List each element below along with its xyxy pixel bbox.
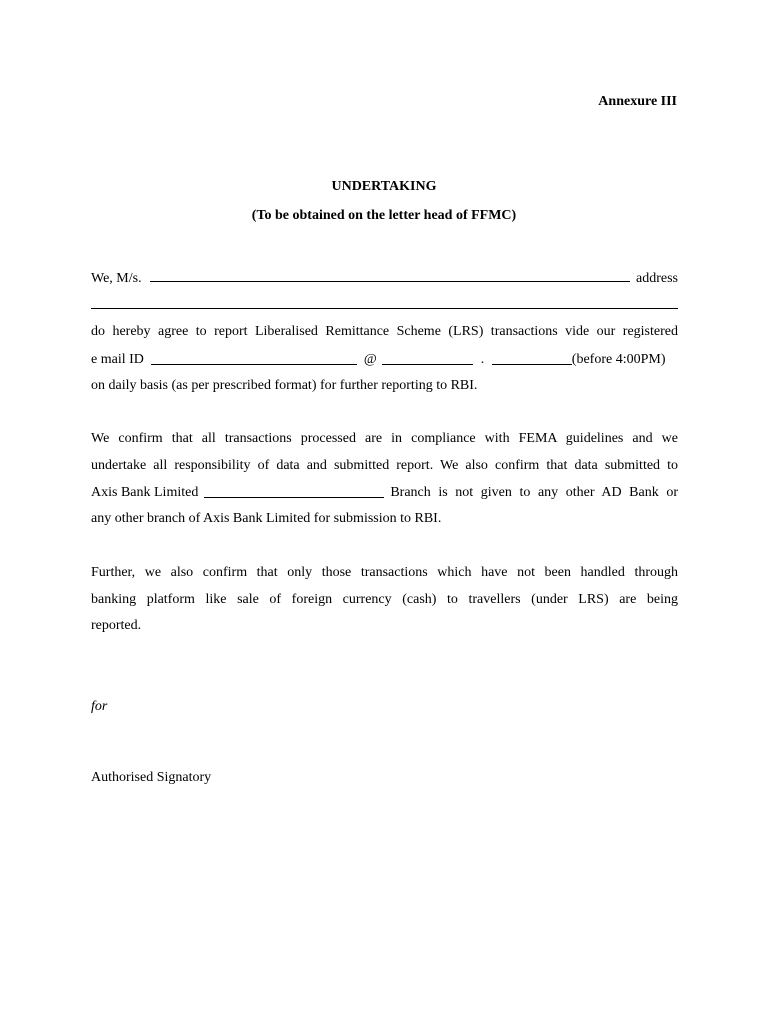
address-line: [91, 293, 678, 320]
we-ms-label: We, M/s.: [91, 271, 142, 286]
agree-line: [91, 319, 678, 346]
daily-basis-line: [91, 373, 678, 400]
firm-name-line: [91, 266, 678, 293]
branch-blank: [204, 481, 384, 498]
compliance-text-4: any other branch of Axis Bank Limited for submission to RBI.: [91, 511, 442, 527]
address-blank: [91, 308, 678, 309]
at-sign: @: [363, 352, 377, 368]
axis-bank-label: Axis Bank Limited: [91, 485, 199, 501]
compliance-paragraph: [91, 426, 678, 533]
email-line: [91, 346, 678, 373]
document-subtitle: (To be obtained on the letter head of FFMC): [251, 208, 517, 223]
further-text-1: Further, we also confirm that only those transactions which have not been handled through: [91, 565, 678, 580]
further-text-3: reported.: [91, 618, 142, 634]
further-line-3: [91, 613, 678, 640]
email-domain-blank: [382, 348, 473, 365]
annexure-label: Annexure III: [598, 94, 677, 109]
email-label: e mail ID: [91, 352, 144, 368]
daily-basis-text: on daily basis (as per prescribed format) for further reporting to RBI.: [91, 377, 478, 393]
compliance-line-2: [91, 453, 678, 480]
dot-sign: .: [480, 352, 485, 368]
before-time-text: (before 4:00PM): [571, 352, 666, 368]
further-line-1: [91, 560, 678, 587]
email-tld-blank: [492, 348, 572, 365]
agree-text: do hereby agree to report Liberalised Remittance Scheme (LRS) transactions vide our registered: [91, 324, 678, 340]
further-line-2: [91, 587, 678, 614]
branch-line: [91, 479, 678, 506]
firm-name-blank: [150, 267, 630, 282]
branch-text: Branch is not given to any other AD Bank or: [390, 485, 678, 501]
for-label: for: [91, 699, 108, 714]
compliance-text-2: undertake all responsibility of data and submitted report. We also confirm that data submitted to: [91, 457, 678, 473]
compliance-line-4: [91, 506, 678, 533]
further-paragraph: [91, 560, 678, 640]
authorised-signatory-label: Authorised Signatory: [91, 770, 212, 785]
undertaking-paragraph: [91, 266, 678, 399]
compliance-text-1: We confirm that all transactions processed are in compliance with FEMA guidelines and we: [91, 431, 678, 446]
email-user-blank: [151, 348, 357, 365]
compliance-line-1: [91, 426, 678, 453]
further-text-2: banking platform like sale of foreign currency (cash) to travellers (under LRS) are being: [91, 591, 678, 607]
document-title: UNDERTAKING: [331, 179, 437, 194]
address-label: address: [636, 271, 678, 286]
